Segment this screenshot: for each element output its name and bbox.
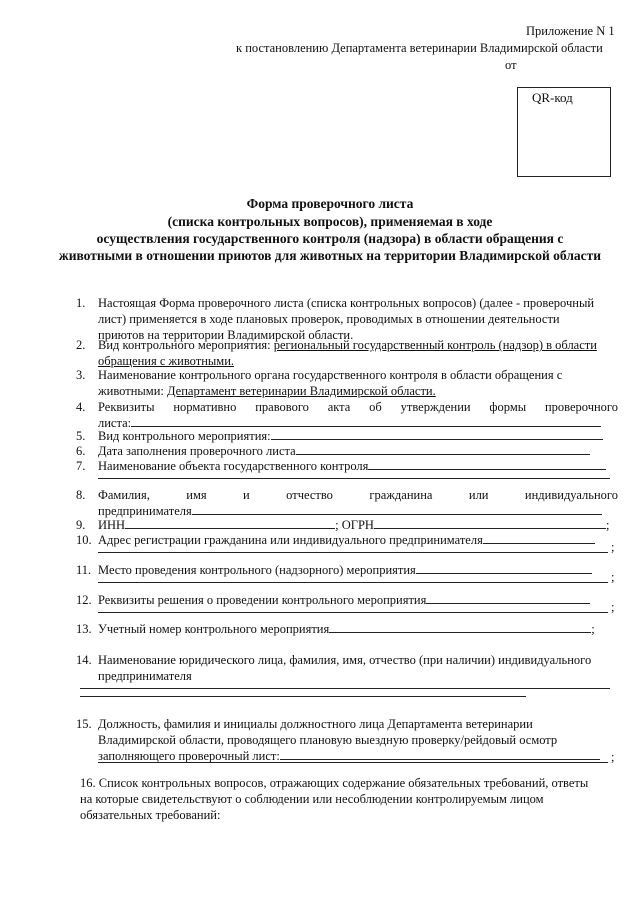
item-3-label: животными: [98,384,167,398]
item-15-line-2: Владимирской области, проводящего плановую выездную проверку/рейдовый осмотр [98,733,558,747]
ogrn-label: ; ОГРН [335,518,374,532]
item-7-fill-line-2[interactable] [98,478,610,479]
item-1-line-3: приютов на территории Владимирской области. [98,328,354,342]
item-10-fill-line-2[interactable] [98,552,608,553]
item-14-fill-line-2[interactable] [80,696,526,697]
qr-code-box [517,87,611,177]
item-14-line-1: Наименование юридического лица, фамилия, имя, отчество (при наличии) индивидуального [98,653,592,667]
form-item-3 [76,367,618,399]
form-item-9 [76,517,618,533]
item-3-line-1: Наименование контрольного органа государственного контроля в области обращения с [98,368,563,382]
form-item-6 [76,443,618,459]
item-4-word: правового [255,400,309,414]
item-number: 6. [76,444,86,458]
item-8-line-2: предпринимателя [98,504,192,518]
item-number: 3. [76,368,86,382]
item-4-word: проверочного [544,400,618,414]
item-3-value: Департамент ветеринарии Владимирской области. [166,384,436,398]
item-5-fill-line[interactable] [271,428,603,440]
item-12-fill-line-2[interactable] [98,612,608,613]
item-10-end: ; [611,540,615,554]
item-12-end: ; [611,600,615,614]
item-9-end: ; [605,518,610,532]
ogrn-field[interactable] [374,517,606,529]
item-11-end: ; [611,570,615,584]
item-7-fill-line[interactable] [368,458,606,470]
item-8-word: Фамилия, [98,488,150,502]
item-7-label: Наименование объекта государственного контроля [98,459,369,473]
item-13-fill-line[interactable] [329,621,591,633]
form-item-13 [76,621,618,637]
item-16-line-2: на которые свидетельствуют о соблюдении или несоблюдении контролируемым лицом [80,792,544,806]
form-item-4 [76,399,618,431]
item-number: 2. [76,338,86,352]
item-4-word: Реквизиты [98,400,155,414]
item-14-fill-line-1[interactable] [80,688,610,689]
item-8-word: и [243,488,250,502]
item-10-label: Адрес регистрации гражданина или индивидуального предпринимателя [98,533,483,547]
item-6-fill-line[interactable] [296,443,590,455]
item-2-value: региональный государственный контроль (надзор) в области [273,338,597,352]
form-item-15 [76,716,618,764]
item-15-line-1: Должность, фамилия и инициалы должностного лица Департамента ветеринарии [98,717,533,731]
resolution-date: от [505,58,517,72]
item-number: 5. [76,429,86,443]
item-4-word: формы [489,400,527,414]
appendix-number: Приложение N 1 [526,24,615,38]
item-11-fill-line-2[interactable] [98,582,608,583]
form-item-2 [76,337,618,369]
item-4-word: об [369,400,382,414]
form-item-10 [76,532,618,548]
item-15-fill-line-2[interactable] [98,762,608,763]
form-item-16 [80,775,618,823]
form-item-14 [76,652,618,684]
form-title-line-1: Форма проверочного листа [246,196,414,211]
item-number: 13. [76,622,92,636]
item-10-fill-line[interactable] [483,532,595,544]
item-14-line-2: предпринимателя [98,669,192,683]
form-title-line-2: (списка контрольных вопросов), применяемая в ходе [167,214,493,229]
item-number: 15. [76,717,92,731]
item-12-label: Реквизиты решения о проведении контрольного мероприятия [98,593,427,607]
item-11-fill-line[interactable] [416,562,592,574]
item-15-line-3: заполняющего проверочный лист: [98,749,280,763]
item-15-end: ; [611,750,615,764]
item-6-label: Дата заполнения проверочного листа [98,444,296,458]
resolution-reference: к постановлению Департамента ветеринарии Владимирской области [236,41,603,55]
form-item-8 [76,487,618,519]
item-number: 12. [76,593,92,607]
item-4-word: акта [327,400,351,414]
item-8-word: или [468,488,489,502]
item-number: 7. [76,459,86,473]
item-number: 1. [76,296,86,310]
item-2-value-cont: обращения с животными. [98,354,235,368]
item-8-word: гражданина [369,488,433,502]
item-number: 4. [76,400,86,414]
item-8-fill-line[interactable] [192,503,602,515]
item-number: 16. [80,776,96,790]
item-5-label: Вид контрольного мероприятия: [98,429,271,443]
form-item-11 [76,562,618,578]
qr-code-label: QR-код [532,90,573,105]
item-1-line-1: Настоящая Форма проверочного листа (списка контрольных вопросов) (далее - проверочный [98,296,595,310]
item-4-word: нормативно [173,400,237,414]
item-8-word: имя [186,488,207,502]
form-item-5 [76,428,618,444]
item-13-label: Учетный номер контрольного мероприятия [98,622,330,636]
item-1-line-2: лист) применяется в ходе плановых проверок, проводимых в отношении деятельности [98,312,560,326]
inn-field[interactable] [125,517,335,529]
item-8-word: отчество [286,488,333,502]
inn-label: ИНН [98,518,126,532]
item-11-label: Место проведения контрольного (надзорного) мероприятия [98,563,416,577]
item-13-end: ; [591,622,595,636]
item-number: 14. [76,653,92,667]
item-4-word: утверждении [400,400,471,414]
item-8-word: индивидуального [524,488,618,502]
form-item-7 [76,458,618,474]
item-16-line-1: Список контрольных вопросов, отражающих содержание обязательных требований, ответы [98,776,589,790]
item-number: 11. [76,563,92,577]
item-12-fill-line[interactable] [426,592,590,604]
item-16-line-3: обязательных требований: [80,808,221,822]
item-2-label: Вид контрольного мероприятия: [98,338,274,352]
item-4-fill-line[interactable] [131,415,601,427]
item-number: 8. [76,488,86,502]
item-number: 9. [76,518,86,532]
item-number: 10. [76,533,92,547]
form-title-line-4: животными в отношении приютов для животных на территории Владимирской области [58,248,602,263]
form-item-12 [76,592,618,608]
item-4-line-2: листа: [98,416,132,430]
form-title-line-3: осуществления государственного контроля (надзора) в области обращения с [96,231,564,246]
item-15-fill-line[interactable] [280,748,600,760]
form-item-1 [76,295,618,343]
